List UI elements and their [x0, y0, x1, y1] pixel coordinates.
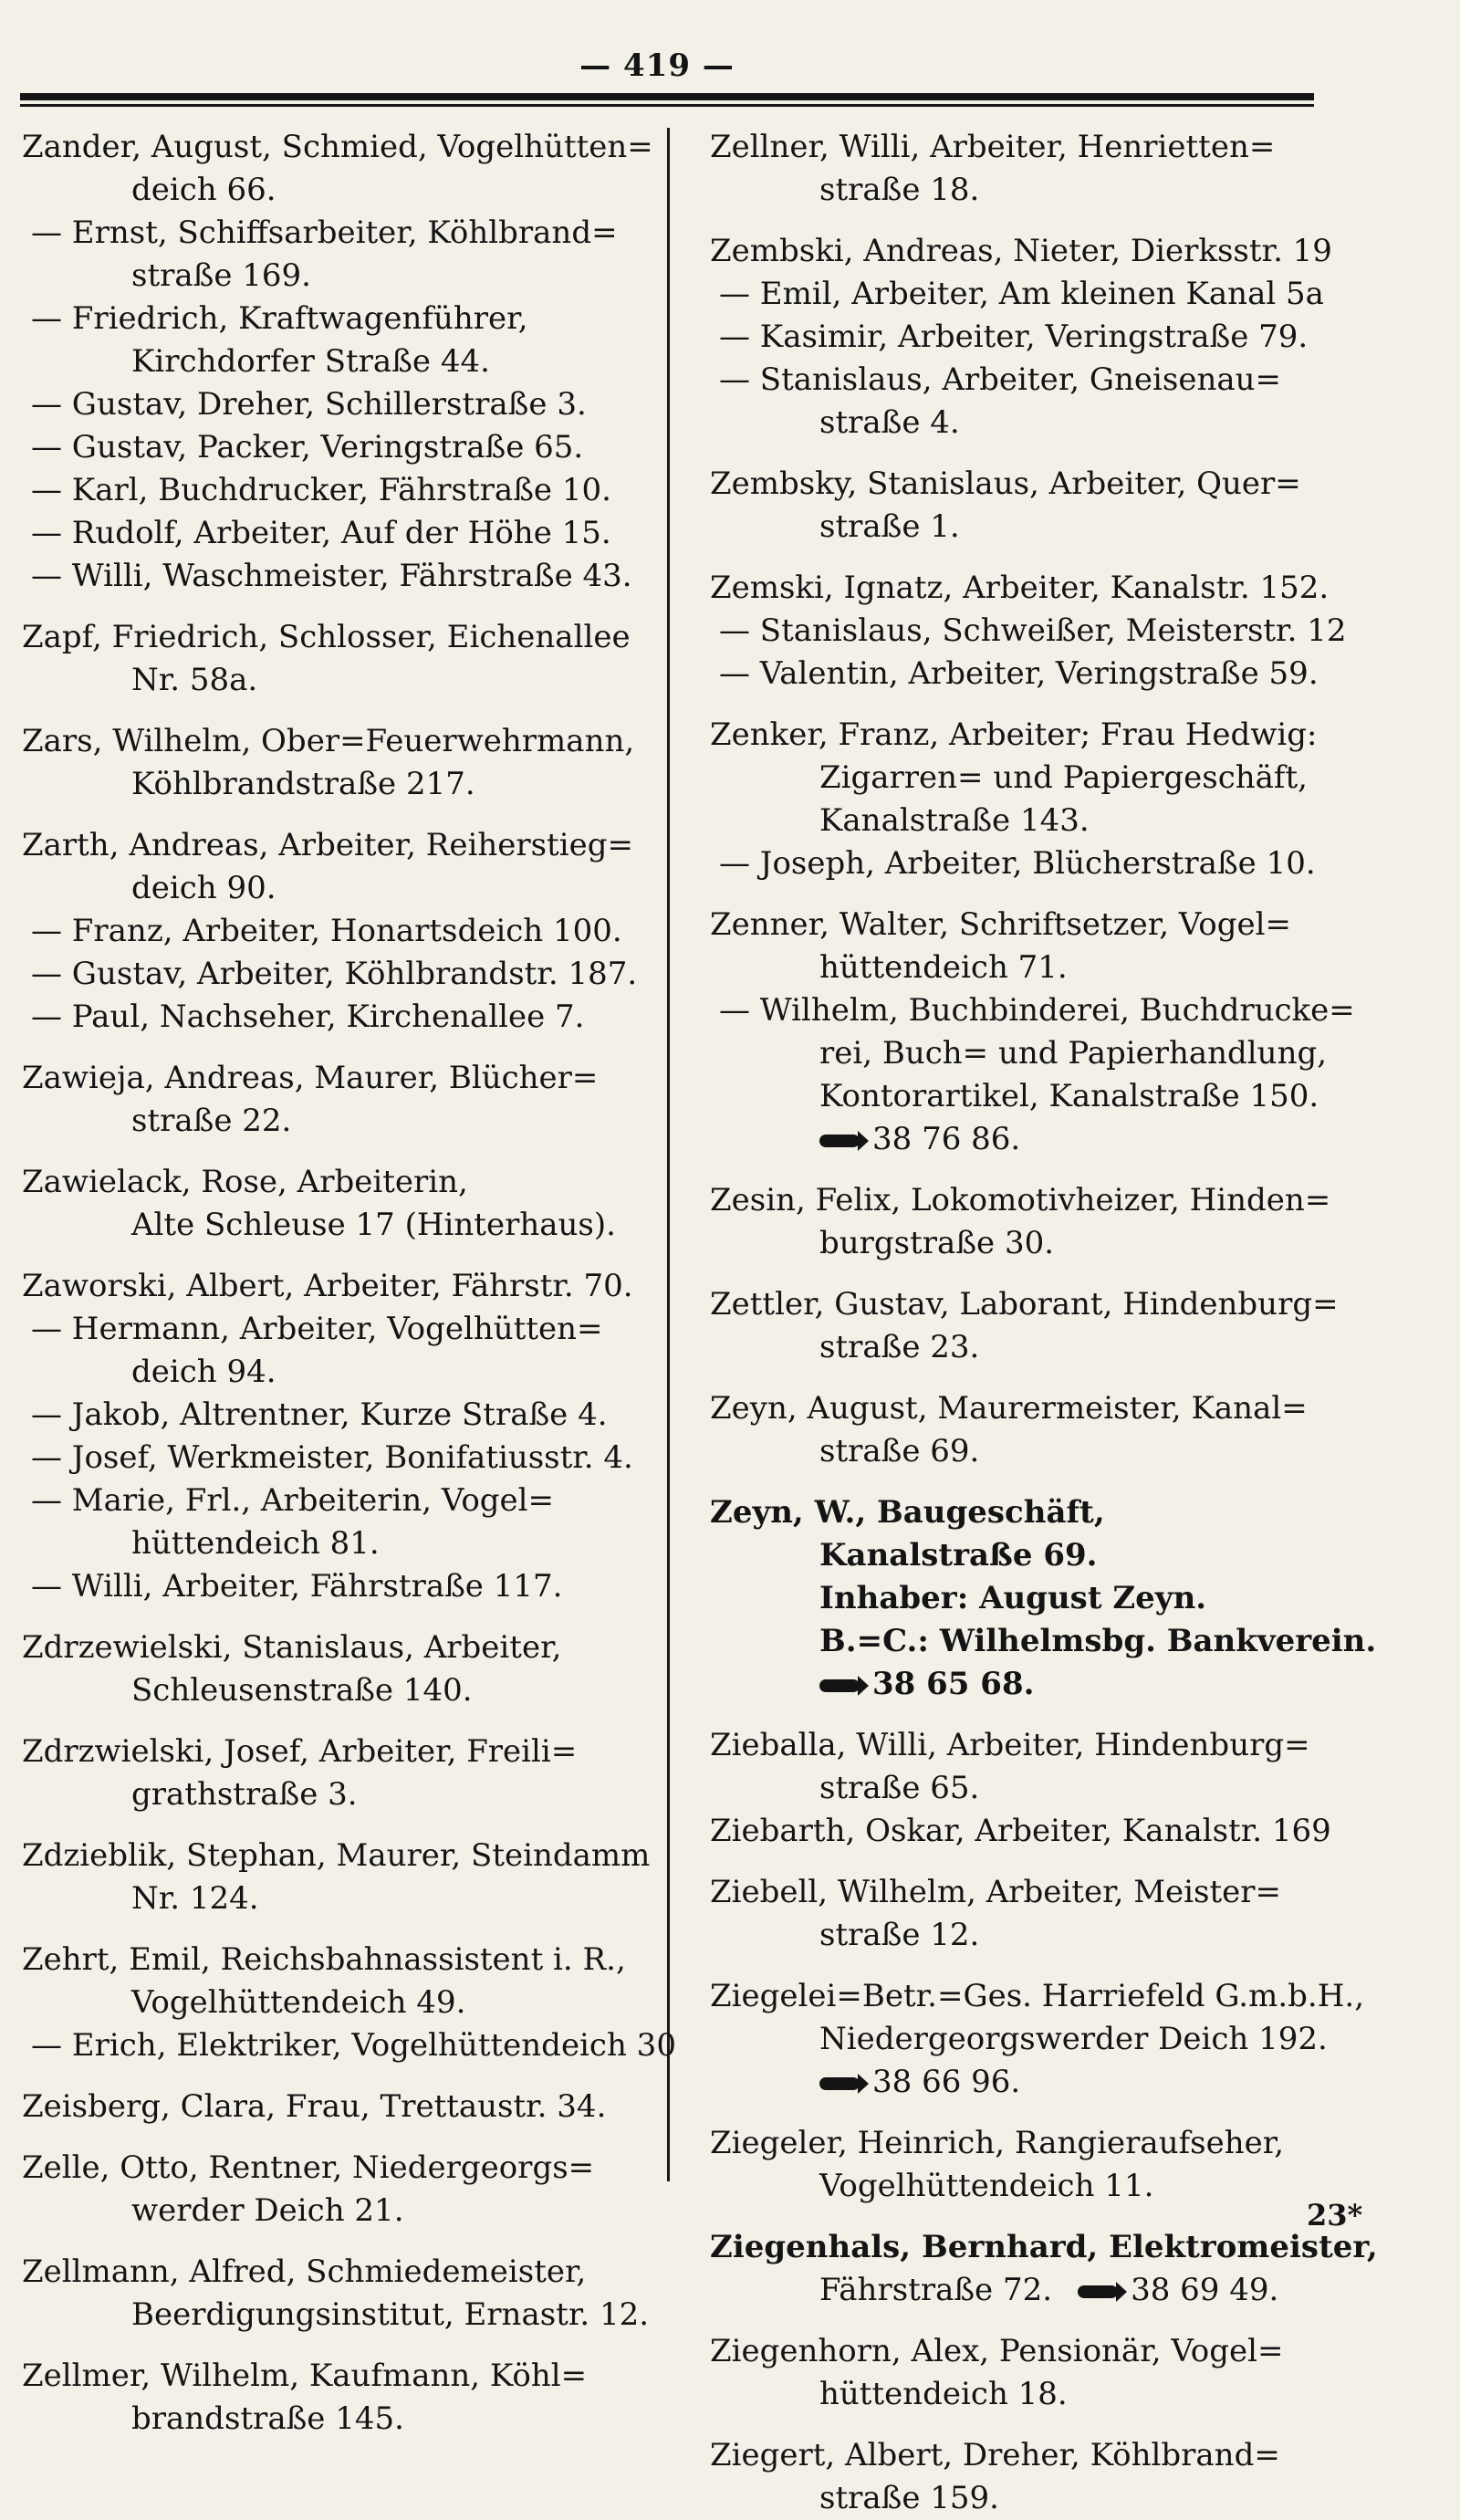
directory-entry — [22, 1265, 661, 1308]
entry-name-line: Ziebell, Wilhelm, Arbeiter, Meister= — [710, 1874, 1281, 1910]
entry-name-line: Ziebarth, Oskar, Arbeiter, Kanalstr. 169 — [710, 1813, 1331, 1849]
entry-continuation-line: burgstraße 30. — [819, 1225, 1055, 1261]
entry-continuation-line: deich 90. — [131, 870, 276, 906]
entry-name-line: — Joseph, Arbeiter, Blücherstraße 10. — [719, 845, 1316, 882]
directory-entry — [22, 824, 661, 910]
entry-name-line: — Wilhelm, Buchbinderei, Buchdrucke= — [719, 992, 1355, 1029]
telephone-icon — [819, 1679, 860, 1692]
entry-name-line: Zenner, Walter, Schriftsetzer, Vogel= — [710, 906, 1292, 943]
entry-phone-line — [710, 2061, 1349, 2104]
entry-name-line: — Erich, Elektriker, Vogelhüttendeich 30 — [31, 2027, 676, 2064]
directory-entry — [710, 989, 1355, 1161]
entry-name-line: Zawielack, Rose, Arbeiterin, — [22, 1164, 468, 1200]
entry-name-line: Ziegelei=Betr.=Ges. Harriefeld G.m.b.H., — [710, 1978, 1365, 2014]
directory-entry — [22, 2355, 661, 2441]
directory-entry — [22, 2086, 661, 2128]
directory-entry — [710, 1491, 1377, 1706]
directory-entry — [22, 212, 661, 298]
entry-continuation-line: straße 1. — [819, 508, 960, 545]
directory-entry — [22, 910, 661, 953]
entry-name-line: Zander, August, Schmied, Vogelhütten= — [22, 129, 653, 165]
directory-entry — [710, 1179, 1349, 1265]
directory-entry — [22, 1939, 661, 2024]
directory-entry — [22, 1437, 661, 1480]
entry-name-line: — Franz, Arbeiter, Honartsdeich 100. — [31, 913, 622, 949]
directory-entry — [710, 567, 1349, 610]
directory-entry — [22, 720, 661, 806]
entry-name-line: Zelle, Otto, Rentner, Niedergeorgs= — [22, 2149, 595, 2186]
telephone-icon — [819, 2077, 860, 2090]
entry-name-line: — Paul, Nachseher, Kirchenallee 7. — [31, 999, 585, 1035]
entry-continuation-line: Fährstraße 72. — [819, 2272, 1053, 2308]
directory-entry — [22, 616, 661, 702]
entry-continuation-line: Alte Schleuse 17 (Hinterhaus). — [131, 1207, 616, 1243]
entry-name-line: — Hermann, Arbeiter, Vogelhütten= — [31, 1311, 603, 1347]
entry-name-line: Zembski, Andreas, Nieter, Dierksstr. 19 — [710, 233, 1332, 269]
entry-continuation-line: straße 69. — [819, 1433, 980, 1469]
entry-name-line: Ziegeler, Heinrich, Rangieraufseher, — [710, 2125, 1285, 2161]
directory-entry — [710, 714, 1349, 842]
entry-name-line: — Ernst, Schiffsarbeiter, Köhlbrand= — [31, 214, 618, 251]
entry-name-line: Zdzieblik, Stephan, Maurer, Steindamm — [22, 1837, 651, 1874]
entry-continuation-line: Zigarren= und Papiergeschäft, — [819, 759, 1308, 796]
phone-number: 38 76 86. — [872, 1121, 1021, 1157]
entry-continuation-line: werder Deich 21. — [131, 2192, 404, 2229]
entry-name-line: Zesin, Felix, Lokomotivheizer, Hinden= — [710, 1182, 1331, 1218]
directory-entry — [22, 2024, 676, 2067]
directory-entry — [22, 1480, 661, 1565]
right-column — [710, 126, 1378, 2520]
directory-entry — [22, 383, 661, 426]
directory-entry — [22, 512, 661, 555]
entry-name-line: — Stanislaus, Arbeiter, Gneisenau= — [719, 361, 1282, 398]
entry-continuation-line: straße 65. — [819, 1770, 980, 1806]
entry-name-line: Zellner, Willi, Arbeiter, Henrietten= — [710, 129, 1276, 165]
directory-entry — [710, 2434, 1349, 2520]
directory-entry — [710, 1810, 1349, 1853]
directory-entry — [710, 1871, 1349, 1957]
entry-name-line: Ziegenhorn, Alex, Pensionär, Vogel= — [710, 2333, 1284, 2369]
entry-continuation-line: straße 23. — [819, 1329, 980, 1365]
directory-entry — [710, 126, 1349, 212]
telephone-icon — [819, 1135, 860, 1147]
entry-name-line: — Gustav, Arbeiter, Köhlbrandstr. 187. — [31, 956, 638, 992]
directory-entry — [710, 1975, 1365, 2104]
directory-entry — [710, 2330, 1349, 2416]
directory-entry — [710, 610, 1349, 653]
directory-entry — [22, 555, 661, 598]
phone-number: 38 66 96. — [872, 2064, 1021, 2100]
entry-name-line: Zeisberg, Clara, Frau, Trettaustr. 34. — [22, 2088, 607, 2125]
directory-entry — [22, 1394, 661, 1437]
directory-entry — [710, 463, 1349, 549]
entry-name-line: — Karl, Buchdrucker, Fährstraße 10. — [31, 472, 611, 508]
entry-continuation-line: hüttendeich 71. — [819, 949, 1068, 986]
entry-continuation-line: Inhaber: August Zeyn. — [819, 1580, 1207, 1616]
entry-name-line: Ziegenhals, Bernhard, Elektromeister, — [710, 2229, 1378, 2265]
directory-entry — [710, 316, 1349, 359]
phone-number: 38 65 68. — [872, 1666, 1035, 1702]
header-rule-thick — [20, 93, 1314, 100]
entry-name-line: Zehrt, Emil, Reichsbahnassistent i. R., — [22, 1941, 626, 1978]
directory-entry — [22, 1308, 661, 1394]
directory-entry — [710, 1724, 1349, 1810]
entry-name-line: — Gustav, Packer, Veringstraße 65. — [31, 429, 584, 465]
directory-entry — [22, 1731, 661, 1816]
entry-name-line: — Emil, Arbeiter, Am kleinen Kanal 5a — [719, 276, 1324, 312]
column-divider — [667, 128, 670, 2181]
directory-entry — [22, 996, 661, 1039]
entry-continuation-line: straße 12. — [819, 1917, 980, 1953]
directory-entry — [710, 2122, 1349, 2208]
telephone-icon — [1078, 2285, 1118, 2298]
entry-name-line: — Willi, Arbeiter, Fährstraße 117. — [31, 1568, 563, 1605]
directory-entry — [710, 842, 1349, 885]
entry-continuation-line: hüttendeich 81. — [131, 1525, 380, 1562]
entry-name-line: Zarth, Andreas, Arbeiter, Reiherstieg= — [22, 827, 633, 863]
entry-continuation-line: Kirchdorfer Straße 44. — [131, 343, 490, 380]
entry-continuation-line: Kanalstraße 69. — [819, 1537, 1098, 1574]
entry-name-line: — Marie, Frl., Arbeiterin, Vogel= — [31, 1482, 555, 1519]
entry-name-line: Zdrzwielski, Josef, Arbeiter, Freili= — [22, 1733, 578, 1770]
entry-name-line: Zars, Wilhelm, Ober=Feuerwehrmann, — [22, 723, 635, 759]
directory-entry — [710, 359, 1349, 444]
entry-name-line: Ziegert, Albert, Dreher, Köhlbrand= — [710, 2437, 1280, 2473]
entry-continuation-line: straße 169. — [131, 257, 311, 294]
entry-continuation-line: straße 22. — [131, 1103, 292, 1139]
directory-entry — [22, 1835, 661, 1920]
directory-entry — [710, 904, 1349, 989]
directory-entry — [22, 1161, 661, 1247]
entry-continuation-line: Kontorartikel, Kanalstraße 150. — [819, 1078, 1319, 1114]
entry-name-line: Zembsky, Stanislaus, Arbeiter, Quer= — [710, 465, 1301, 502]
directory-entry — [710, 230, 1349, 273]
entry-continuation-line: rei, Buch= und Papierhandlung, — [819, 1035, 1328, 1072]
directory-entry — [22, 2147, 661, 2232]
entry-name-line: — Jakob, Altrentner, Kurze Straße 4. — [31, 1396, 608, 1433]
directory-entry — [22, 298, 661, 383]
entry-continuation-line: Vogelhüttendeich 49. — [131, 1984, 466, 2021]
entry-name-line: — Stanislaus, Schweißer, Meisterstr. 12 — [719, 612, 1347, 649]
entry-name-line: Zellmann, Alfred, Schmiedemeister, — [22, 2253, 587, 2290]
directory-entry — [22, 469, 661, 512]
directory-entry — [710, 1387, 1349, 1473]
left-column — [22, 126, 676, 2441]
entry-name-line: — Willi, Waschmeister, Fährstraße 43. — [31, 558, 632, 594]
entry-name-line: — Gustav, Dreher, Schillerstraße 3. — [31, 386, 587, 423]
phone-number: 38 69 49. — [1131, 2272, 1279, 2308]
directory-entry — [22, 1565, 661, 1608]
directory-entry — [22, 1626, 661, 1712]
entry-name-line: — Rudolf, Arbeiter, Auf der Höhe 15. — [31, 515, 611, 551]
entry-name-line: Zdrzewielski, Stanislaus, Arbeiter, — [22, 1629, 562, 1666]
entry-continuation-line: hüttendeich 18. — [819, 2376, 1068, 2412]
directory-entry — [22, 2251, 661, 2337]
entry-continuation-line: brandstraße 145. — [131, 2400, 404, 2437]
entry-name-line: Zaworski, Albert, Arbeiter, Fährstr. 70. — [22, 1268, 633, 1304]
entry-phone-line — [710, 1118, 1349, 1161]
entry-name-line: Zemski, Ignatz, Arbeiter, Kanalstr. 152. — [710, 570, 1330, 606]
entry-name-line: Zeyn, August, Maurermeister, Kanal= — [710, 1390, 1308, 1427]
directory-entry — [710, 1283, 1349, 1369]
entry-continuation-line: straße 159. — [819, 2480, 999, 2516]
entry-continuation-line: Niedergeorgswerder Deich 192. — [819, 2021, 1328, 2057]
entry-continuation-line: Nr. 58a. — [131, 662, 258, 698]
signature-mark: 23* — [1307, 2198, 1363, 2232]
entry-name-line: — Friedrich, Kraftwagenführer, — [31, 300, 528, 337]
entry-continuation-line: straße 18. — [819, 172, 980, 208]
entry-continuation-line: Beerdigungsinstitut, Ernastr. 12. — [131, 2296, 650, 2333]
directory-entry — [22, 1057, 661, 1143]
header-rule-thin — [20, 104, 1314, 107]
entry-name-line: — Josef, Werkmeister, Bonifatiusstr. 4. — [31, 1439, 633, 1476]
entry-continuation-line: straße 4. — [819, 404, 960, 441]
entry-name-line: — Valentin, Arbeiter, Veringstraße 59. — [719, 655, 1319, 692]
entry-name-line: Zeyn, W., Baugeschäft, — [710, 1494, 1105, 1531]
entry-continuation-line: Schleusenstraße 140. — [131, 1672, 473, 1709]
entry-continuation-line: B.=C.: Wilhelmsbg. Bankverein. — [819, 1623, 1377, 1659]
directory-entry — [22, 126, 661, 212]
directory-entry — [710, 653, 1349, 695]
entry-name-line: Zellmer, Wilhelm, Kaufmann, Köhl= — [22, 2358, 588, 2394]
entry-continuation-line: deich 66. — [131, 172, 276, 208]
entry-continuation-line: Köhlbrandstraße 217. — [131, 766, 475, 802]
entry-name-line: Zettler, Gustav, Laborant, Hindenburg= — [710, 1286, 1339, 1323]
entry-continuation-line: Nr. 124. — [131, 1880, 259, 1917]
directory-entry — [22, 426, 661, 469]
entry-continuation-line: Vogelhüttendeich 11. — [819, 2168, 1154, 2204]
entry-name-line: Zawieja, Andreas, Maurer, Blücher= — [22, 1060, 599, 1096]
entry-name-line: Zieballa, Willi, Arbeiter, Hindenburg= — [710, 1727, 1310, 1763]
entry-continuation-line: deich 94. — [131, 1354, 276, 1390]
directory-entry — [710, 273, 1349, 316]
entry-name-line: Zenker, Franz, Arbeiter; Frau Hedwig: — [710, 716, 1318, 753]
entry-continuation-line: grathstraße 3. — [131, 1776, 358, 1813]
page-number: — 419 — — [579, 47, 735, 84]
entry-phone-line — [710, 1663, 1349, 1706]
directory-entry — [710, 2226, 1378, 2312]
entry-name-line: Zapf, Friedrich, Schlosser, Eichenallee — [22, 619, 631, 655]
entry-continuation-line: Kanalstraße 143. — [819, 802, 1090, 839]
entry-name-line: — Kasimir, Arbeiter, Veringstraße 79. — [719, 319, 1309, 355]
directory-entry — [22, 953, 661, 996]
